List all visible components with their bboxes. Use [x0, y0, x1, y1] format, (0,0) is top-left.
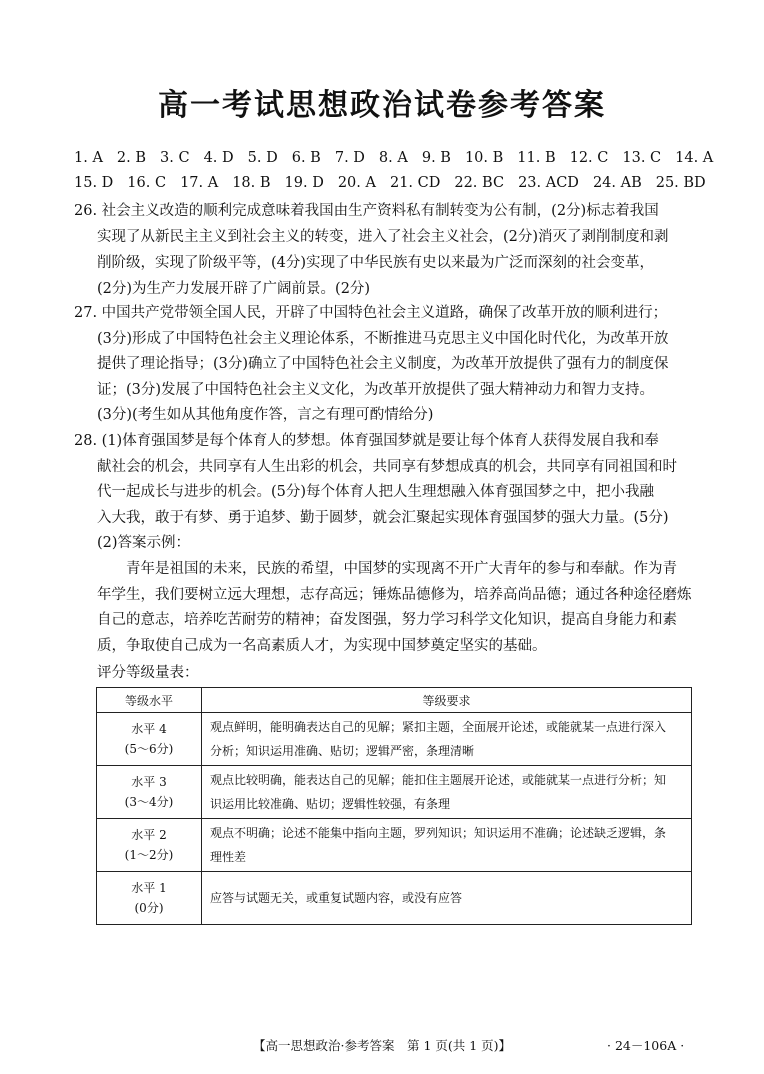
rubric-level-cell	[97, 766, 202, 819]
mc-answer: 15. D	[74, 175, 114, 191]
mc-answer: 8. A	[378, 150, 408, 166]
q26-line: 26. 社会主义改造的顺利完成意味着我国由生产资料私有制转变为公有制，(2分)标志着我国	[74, 203, 659, 219]
mc-answer: 17. A	[180, 175, 219, 191]
requirement-line: 观点鲜明，能明确表达自己的见解；紧扣主题，全面展开论述，或能就某一点进行深入	[210, 720, 667, 734]
table-row	[97, 819, 692, 872]
rubric-header-row	[97, 688, 692, 713]
rubric-table	[96, 687, 692, 925]
q27-line: 27. 中国共产党带领全国人民，开辟了中国特色社会主义道路，确保了改革开放的顺利进行；	[74, 305, 668, 321]
mc-answer: 18. B	[232, 175, 271, 191]
q28-2-line: 自己的意志，培养吃苦耐劳的精神；奋发图强，努力学习科学文化知识，提高自身能力和素	[97, 612, 677, 628]
page-title: 高一考试思想政治试卷参考答案	[158, 88, 606, 123]
level-score: (5～6分)	[124, 742, 174, 756]
q26-line: (2分)为生产力发展开辟了广阔前景。(2分)	[97, 281, 371, 297]
level-score: (3～4分)	[124, 795, 174, 809]
requirement-line: 分析；知识运用准确、贴切；逻辑严密，条理清晰	[210, 744, 475, 758]
rubric-header-requirement: 等级要求	[202, 688, 692, 713]
requirement-line: 识运用比较准确、贴切；逻辑性较强，有条理	[210, 797, 451, 811]
rubric-requirement-cell	[202, 766, 692, 819]
q27-line: (3分)形成了中国特色社会主义理论体系，不断推进马克思主义中国化时代化，为改革开放	[97, 331, 669, 347]
mc-answer: 9. B	[421, 150, 451, 166]
q27-line: (3分)(考生如从其他角度作答，言之有理可酌情给分)	[97, 407, 434, 423]
q26-line: 实现了从新民主主义到社会主义的转变，进入了社会主义社会，(2分)消灭了剥削制度和剥	[97, 229, 669, 245]
q27-line: 提供了理论指导；(3分)确立了中国特色社会主义制度，为改革开放提供了强有力的制度保	[97, 356, 669, 372]
q28-2-line: 质，争取使自己成为一名高素质人才，为实现中国梦奠定坚实的基础。	[97, 638, 547, 654]
mc-answer: 22. BC	[454, 175, 505, 191]
rubric-label: 评分等级量表：	[97, 665, 199, 681]
rubric-level-cell	[97, 819, 202, 872]
mc-answer: 16. C	[127, 175, 167, 191]
q28-1-line: 献社会的机会，共同享有人生出彩的机会，共同享有梦想成真的机会，共同享有同祖国和时	[97, 459, 677, 475]
level-name: 水平 3	[131, 775, 167, 789]
level-score: (1～2分)	[124, 848, 174, 862]
mc-answer: 5. D	[247, 150, 278, 166]
mc-answer: 2. B	[116, 150, 147, 166]
level-name: 水平 4	[131, 722, 167, 736]
level-name: 水平 2	[131, 828, 167, 842]
q26-line: 削阶级，实现了阶级平等，(4分)实现了中华民族有史以来最为广泛而深刻的社会变革，	[97, 255, 655, 271]
q27-line: 证；(3分)发展了中国特色社会主义文化，为改革开放提供了强大精神动力和智力支持。	[97, 382, 655, 398]
mc-answers-row-1	[74, 148, 727, 168]
mc-answer: 20. A	[337, 175, 376, 191]
level-name: 水平 1	[131, 881, 167, 895]
requirement-line: 观点比较明确，能表达自己的见解；能扣住主题展开论述，或能就某一点进行分析；知	[210, 773, 667, 787]
rubric-level-cell	[97, 872, 202, 925]
mc-answer: 10. B	[464, 150, 504, 166]
q28-1-line: 28. (1)体育强国梦是每个体育人的梦想。体育强国梦就是要让每个体育人获得发展自我和奉	[74, 433, 659, 449]
rubric-requirement-cell	[202, 819, 692, 872]
page-code: · 24－106A ·	[607, 1038, 685, 1053]
table-row	[97, 872, 692, 925]
mc-answer: 23. ACD	[518, 175, 579, 191]
mc-answer: 24. AB	[592, 175, 642, 191]
requirement-line: 理性差	[210, 850, 247, 864]
mc-answer: 1. A	[74, 150, 103, 166]
mc-answer: 12. C	[569, 150, 609, 166]
mc-answer: 3. C	[160, 150, 190, 166]
q28-1-line: 入大我，敢于有梦、勇于追梦、勤于圆梦，就会汇聚起实现体育强国梦的强大力量。(5分)	[97, 510, 669, 526]
mc-answer: 25. BD	[655, 175, 706, 191]
mc-answer: 21. CD	[389, 175, 441, 191]
rubric-header-level: 等级水平	[97, 688, 202, 713]
rubric-requirement-cell	[202, 713, 692, 766]
requirement-line: 应答与试题无关，或重复试题内容，或没有应答	[210, 891, 463, 905]
q28-1-line: 代一起成长与进步的机会。(5分)每个体育人把人生理想融入体育强国梦之中，把小我融	[97, 484, 655, 500]
mc-answers-row-2	[74, 173, 720, 193]
rubric-requirement-cell	[202, 872, 692, 925]
table-row	[97, 713, 692, 766]
page-footer: 【高一思想政治·参考答案 第 1 页(共 1 页)】	[253, 1038, 512, 1053]
level-score: (0分)	[134, 901, 164, 915]
mc-answer: 4. D	[203, 150, 234, 166]
q28-2-line: 年学生，我们要树立远大理想，志存高远；锤炼品德修为，培养高尚品德；通过各种途径磨炼	[97, 587, 692, 603]
mc-answer: 19. D	[284, 175, 324, 191]
mc-answer: 13. C	[622, 150, 662, 166]
rubric-level-cell	[97, 713, 202, 766]
mc-answer: 14. A	[675, 150, 714, 166]
requirement-line: 观点不明确；论述不能集中指向主题，罗列知识；知识运用不准确；论述缺乏逻辑，条	[210, 826, 667, 840]
q28-2-label: (2)答案示例：	[97, 535, 191, 551]
q28-2-line: 青年是祖国的未来，民族的希望，中国梦的实现离不开广大青年的参与和奉献。作为青	[126, 561, 677, 577]
table-row	[97, 766, 692, 819]
mc-answer: 6. B	[291, 150, 321, 166]
mc-answer: 11. B	[517, 150, 556, 166]
mc-answer: 7. D	[334, 150, 365, 166]
